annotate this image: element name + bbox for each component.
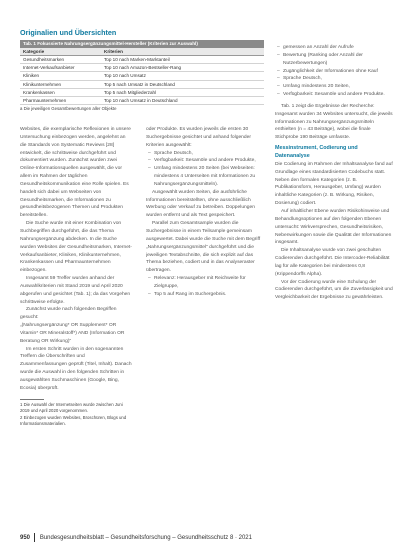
paragraph: Vor der Codierung wurde eine Schulung der Codierenden durchgeführt, um die Zuverlässigkeit und Vergleichbarkeit der Ergebnisse zu gewährleisten. — [275, 279, 393, 301]
table-header — [20, 48, 264, 56]
paragraph: Websites, die exemplarische Reflexionen in unsere Untersuchung einbezogen werden, angelehnt an die Standards von Systematic Reviews [28] entwickelt, die schrittweise durchgeführt und dokumentiert wurden. Zunächst wurden zwei Online-Informationsquellen ausgewählt, die vor allem im Rahmen der täglichen Gesundheitskommunikation eine Rolle spielen. Es handelt sich dabei um Webseiten von Gesundheitsmarken, die Informationen zu gesundheitsbezogenen Themen und Produkten bereitstellen. — [20, 127, 131, 219]
paragraph: Ausgewählt wurden Seiten, die ausführliche Informationen bereitstellten, ohne ausschließlich Werbung oder Verkauf zu betreiben. Doppelungen wurden entfernt und als Text gespeichert. — [146, 189, 255, 219]
paragraph: Die Codierung im Rahmen der Inhaltsanalyse fand auf Grundlage eines standardisierten Codebuchs statt. Neben den formalen Kategorien (z. B. Publikationsform, Herausgeber, Umfang) wurden inhaltliche Kategorien (z. B. Wirkung, Risiken, Dosierung) codiert. — [275, 161, 393, 207]
body-column-2 — [146, 126, 264, 526]
subsection-heading: Messinstrument, Codierung und Datenanalyse — [275, 145, 358, 159]
list-item: – Umfang mindestens 20 Seiten, — [275, 83, 393, 91]
table-caption: Tab. 1 Fokussierte Nahrungsergänzungsmittel-Hersteller (Kriterien zur Auswahl) — [20, 40, 264, 48]
paragraph: Tab. 1 zeigt die Ergebnisse der Recherche: Insgesamt wurden 34 Websites untersucht, die jeweils Informationen zu Nahrungsergänzungsmitteln enthielten (n = 43 Beiträge), wobei die finale Stichprobe 190 Beiträge umfasste. — [275, 103, 393, 141]
footer-divider — [34, 533, 35, 542]
criteria-list — [146, 150, 264, 189]
table-note: a Die jeweiligen Gesamtbewertungen aller Objekte — [20, 106, 117, 112]
list-item: – gemessen an Anzahl der Aufrufe — [275, 44, 393, 52]
table-cell: Top 10 nach Umsatz in Deutschland — [104, 97, 178, 103]
paragraph: Auf inhaltlicher Ebene wurden Risikohinweise und Behandlungsoptionen auf den folgenden Ebenen untersucht: Wirkversprechen, Gesundheitsrisiken, Nebenwirkungen sowie die Qualität der Informationen insgesamt. — [275, 209, 392, 246]
list-item: – Verfügbarkeit: Sesamöle und andere Produkte. — [275, 91, 393, 99]
paragraph: Im ersten Schritt wurden in den sogenannten Treffern die Überschriften und Zusammenfassungen geprüft (Titel, Inhalt). Danach wurde die Auswahl in den folgenden Schritten in ausgewählten Suchmaschinen (Google, Bing, Ecosia) überprüft. — [20, 346, 132, 391]
paragraph: oder Produkte. Es wurden jeweils die ersten 30 Suchergebnisse gesichtet und anhand folgender Kriterien ausgewählt: — [146, 127, 251, 148]
journal-name: Bundesgesundheitsblatt – Gesundheitsforschung – Gesundheitsschutz 8 · 2021 — [39, 534, 252, 541]
body-column-1 — [20, 126, 133, 526]
table-row — [20, 56, 264, 64]
table-cell: Krankenkassen — [23, 89, 55, 95]
table-cell: Top 5 nach Umsatz in Deutschland — [104, 81, 175, 87]
list-item: – Relevanz: Herausgeber mit Reichweite für Zielgruppe, — [146, 275, 264, 291]
table-cell: Top 5 nach Mitgliederzahl — [104, 89, 157, 95]
list-item: – Zugänglichkeit der Informationen ohne Kauf — [275, 68, 393, 76]
section-title: Originalien und Übersichten — [20, 28, 117, 37]
table-row — [20, 89, 264, 97]
footnote: 2 Einbezogen wurden Websites, Broschüren, Blogs und Informationsmaterialien. — [20, 414, 127, 427]
paragraph: Insgesamt 59 Treffer wurden anhand der Auswahlkriterien mit Stand 2019 und April 2020 abgerufen und gesichtet (Tab. 1); da das Vorgehen schrittweise erfolgte. — [20, 276, 131, 305]
footnote-divider — [20, 399, 44, 400]
criteria-table — [20, 40, 264, 111]
table-row — [20, 72, 264, 80]
paragraph: Parallel zum Gesamtsample wurden die Suchergebnisse in einem Teilsample gemeinsam ausgewertet. Dabei wurde die Suche mit dem Begriff „Nahrungsergänzungsmittel“ durchgeführt und die jeweiligen Textabschnitte, die sich explizit auf das Thema beziehen, codiert und in das Analyseraster übertragen. — [146, 221, 261, 274]
table-cell: Top 10 nach Umsatz — [104, 73, 146, 79]
table-cell: Gesundheitsmarken — [23, 57, 65, 62]
table-cell: Kliniken — [23, 73, 40, 79]
table-cell: Pharmaunternehmen — [23, 97, 67, 103]
list-item: – Sprache Deutsch, — [146, 150, 264, 158]
table-cell: Top 10 nach Marken-Marktanteil — [104, 57, 170, 62]
paragraph: Die Inhaltsanalyse wurde von zwei geschulten Codierenden durchgeführt. Die Intercoder-Reliabilität lag für alle Kategorien bei mindestens 0,8 (Krippendorffs Alpha). — [275, 248, 390, 277]
table-header-cell: Kriterien — [104, 49, 123, 54]
table-cell: Klinikunternehmen — [23, 81, 62, 87]
table-cell: Top 10 nach Amazon-Bestseller-Rang — [104, 65, 182, 71]
footnote: 1 Die Auswahl der Internetseiten wurde zwischen Juni 2019 und April 2020 vorgenommen. — [20, 401, 123, 414]
criteria-list — [146, 275, 264, 299]
criteria-list — [275, 44, 393, 99]
table-row — [20, 97, 264, 105]
list-item: – Bewertung (Ranking oder Anzahl der Nutzerbewertungen) — [275, 52, 393, 68]
list-item: – Top 5 auf Rang im Suchergebnis. — [146, 291, 264, 299]
page-number: 950 — [20, 534, 31, 541]
search-string: „(Nahrungsergänzung* OR Supplement* OR Vitamin* OR Mineralstoff*) AND (Information OR Beratung OR Wirkung)“ — [20, 323, 125, 344]
table-row — [20, 64, 264, 72]
list-item: – Sprache Deutsch, — [275, 75, 393, 83]
list-item: – Umfang mindestens 20 Seiten (bei Webseiten: mindestens 4 Unterseiten mit Informationen zu Nahrungsergänzungsmitteln). — [146, 165, 264, 189]
table-row — [20, 81, 264, 89]
table-cell: Internet-Verkaufsanbieter — [23, 65, 75, 71]
list-item: – Verfügbarkeit: Sesamöle und andere Produkte, — [146, 157, 264, 165]
paragraph: Die Suche wurde mit einer Kombination von Suchbegriffen durchgeführt, die das Thema Nahrungsergänzung abdecken. In die Suche wurden Websites der Gesundheitsmarken, Internet-Verkaufsanbieter, Kliniken, Klinikunternehmen, Krankenkassen und Pharmaunternehmen einbezogen. — [20, 221, 132, 274]
page-footer — [20, 533, 252, 542]
table-header-cell: Kategorie — [23, 49, 45, 54]
paragraph: Zunächst wurde nach folgenden Begriffen gesucht: — [20, 307, 117, 321]
body-column-3 — [275, 44, 393, 526]
